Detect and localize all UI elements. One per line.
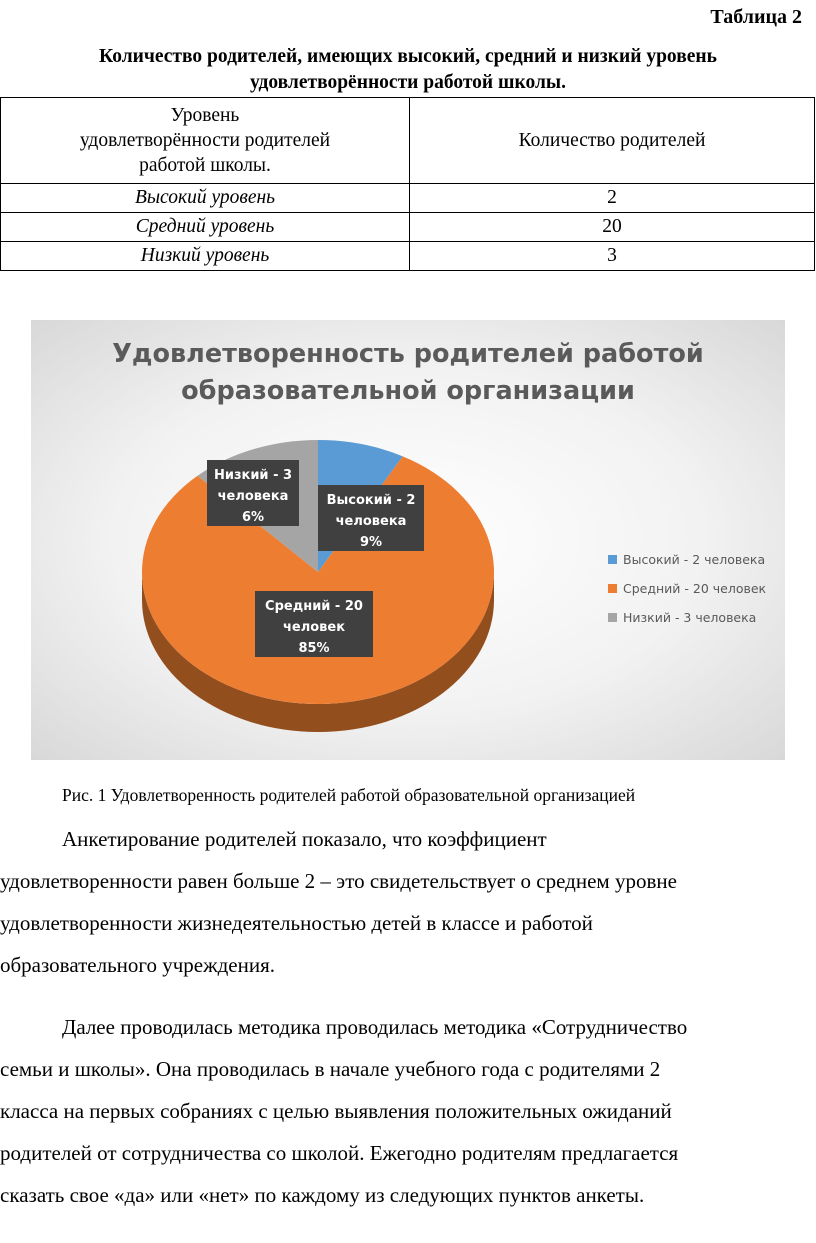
data-label-text: Низкий - 3 (213, 468, 293, 483)
data-label-text: 85% (298, 641, 330, 656)
level-cell: Высокий уровень (1, 184, 410, 213)
table-row (1, 213, 815, 242)
paragraph-line: родителей от сотрудничества со школой. Ежегодно родителям предлагается (0, 1141, 679, 1165)
header-level (1, 98, 410, 184)
level-cell: Средний уровень (1, 213, 410, 242)
pie-svg (31, 320, 785, 760)
table-row (1, 242, 815, 271)
data-label-text: Высокий - 2 (326, 493, 416, 508)
count-cell: 20 (410, 213, 815, 242)
figure-caption: Рис. 1 Удовлетворенность родителей работой образовательной организацией (62, 785, 636, 805)
data-label-text: человека (217, 489, 289, 504)
legend-item (608, 574, 766, 603)
paragraph-line: класса на первых собраниях с целью выявления положительных ожиданий (0, 1099, 672, 1123)
count-cell: 3 (410, 242, 815, 271)
table-caption (0, 44, 816, 96)
chart-legend (608, 545, 766, 632)
paragraph-line: семьи и школы». Она проводилась в начале учебного года с родителями 2 (0, 1057, 661, 1081)
data-label-text: человек (282, 620, 346, 635)
legend-item (608, 603, 766, 632)
header-level-line: удовлетворённости родителей (79, 130, 331, 151)
data-label (255, 591, 373, 657)
paragraph-line: удовлетворенности равен больше 2 – это свидетельствует о среднем уровне (0, 869, 677, 893)
data-label (207, 460, 299, 526)
legend-swatch (608, 584, 617, 593)
paragraph-line: сказать свое «да» или «нет» по каждому из следующих пунктов анкеты. (0, 1183, 645, 1207)
data-label-text: Средний - 20 (265, 599, 363, 614)
chart-title-line: Удовлетворенность родителей работой (112, 339, 704, 369)
table-caption-line: Количество родителей, имеющих высокий, средний и низкий уровень (99, 46, 717, 67)
paragraph (0, 1006, 816, 1216)
satisfaction-table (0, 97, 815, 271)
paragraph-line: Далее проводилась методика проводилась методика «Сотрудничество (62, 1015, 688, 1039)
paragraph-line: удовлетворенности жизнедеятельностью детей в классе и работой (0, 911, 593, 935)
header-level-line: работой школы. (139, 155, 271, 176)
data-label-text: 6% (241, 510, 265, 525)
legend-label: Высокий - 2 человека (623, 552, 766, 567)
count-cell: 2 (410, 184, 815, 213)
legend-swatch (608, 613, 617, 622)
data-label-text: человека (335, 514, 407, 529)
paragraph-line: образовательного учреждения. (0, 953, 276, 977)
legend-label: Средний - 20 человек (623, 581, 767, 596)
level-cell: Низкий уровень (1, 242, 410, 271)
paragraph (0, 818, 816, 986)
legend-item (608, 545, 766, 574)
table-caption-line: удовлетворённости работой школы. (249, 72, 567, 93)
paragraph-line: Анкетирование родителей показало, что коэффициент (62, 827, 547, 851)
header-level-line: Уровень (170, 105, 240, 126)
header-count: Количество родителей (410, 98, 815, 184)
table-label: Таблица 2 (710, 6, 802, 28)
legend-label: Низкий - 3 человека (623, 610, 757, 625)
legend-swatch (608, 555, 617, 564)
pie-chart (31, 320, 785, 760)
data-label-text: 9% (359, 535, 383, 550)
table-header-row (1, 98, 815, 184)
data-label (318, 485, 424, 551)
chart-title-line: образовательной организации (181, 376, 635, 406)
table-row (1, 184, 815, 213)
